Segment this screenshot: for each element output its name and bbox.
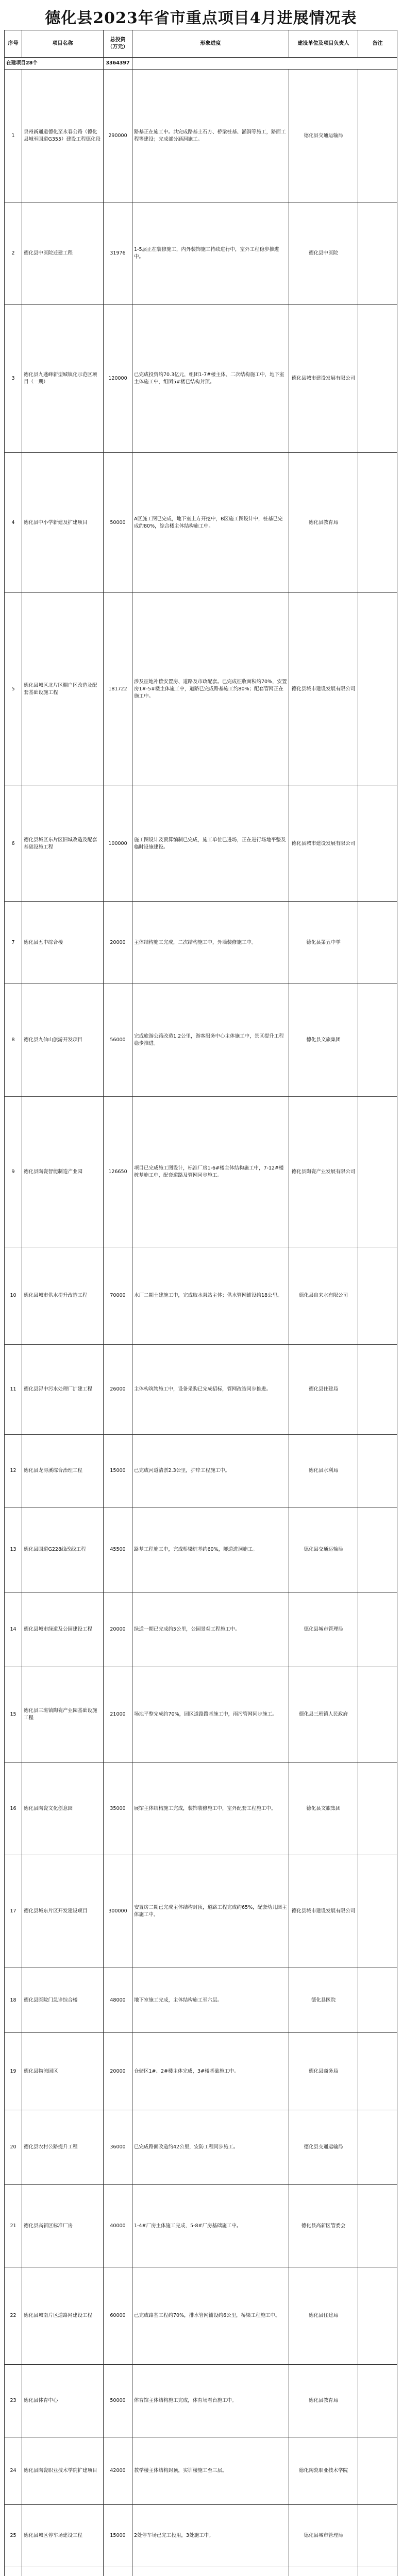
- progress-description: 地下室施工完成，主体结构施工至六层。: [132, 1968, 289, 2033]
- row-number: 4: [5, 453, 22, 593]
- construction-unit: 德化县第五中学: [289, 902, 358, 984]
- table-row: [5, 70, 397, 202]
- remark: [358, 2437, 397, 2505]
- table-row: [5, 1667, 397, 1762]
- project-name: 德化县高新区标准厂房: [22, 2185, 104, 2267]
- project-name: 德化县农村公路提升工程: [22, 2110, 104, 2185]
- header-note: 备注: [358, 30, 397, 58]
- progress-description: 已完成河道清淤2.3公里，护岸工程施工中。: [132, 1435, 289, 1507]
- table-row: [5, 305, 397, 453]
- construction-unit: 德化县陶瓷产业发展有限公司: [289, 1097, 358, 1247]
- table-row: [5, 2505, 397, 2567]
- table-row: [5, 2567, 397, 2576]
- table-row: [5, 2033, 397, 2110]
- project-name: 德化县城区东片区旧城改造及配套基础设施工程: [22, 786, 104, 902]
- progress-description: 主体构筑物施工中，设备采购已完成招标，管网改造同步推进。: [132, 1345, 289, 1435]
- table-row: [5, 2365, 397, 2437]
- progress-description: 项目已完成施工图设计，标准厂房1-6#楼主体结构施工中，7-12#楼桩基施工中，配套道路及管网同步施工。: [132, 1097, 289, 1247]
- row-number: 7: [5, 902, 22, 984]
- project-name: 德化县城南片区道路网建设工程: [22, 2267, 104, 2365]
- table-row: [5, 2267, 397, 2365]
- project-name: 德化县城东片区开发建设项目: [22, 1855, 104, 1968]
- section-total: 3364397: [104, 58, 132, 70]
- project-name: 德化县城区北片区棚户区改造及配套基础设施工程: [22, 593, 104, 786]
- remark: [358, 2110, 397, 2185]
- construction-unit: 德化县城市建设发展有限公司: [289, 1855, 358, 1968]
- row-number: 18: [5, 1968, 22, 2033]
- project-name: 德化县陶瓷文化创意园: [22, 1762, 104, 1855]
- project-name: 德化县城区停车场建设工程: [22, 2505, 104, 2567]
- construction-unit: 德化陶瓷职业技术学院: [289, 2437, 358, 2505]
- total-investment: 290000: [104, 70, 132, 202]
- row-number: 9: [5, 1097, 22, 1247]
- table-row: [5, 1435, 397, 1507]
- total-investment: 20000: [104, 1592, 132, 1667]
- total-investment: [104, 2567, 132, 2576]
- total-investment: 20000: [104, 902, 132, 984]
- total-investment: 70000: [104, 1247, 132, 1345]
- remark: [358, 902, 397, 984]
- project-name: 德化县体育中心: [22, 2365, 104, 2437]
- remark: [358, 786, 397, 902]
- construction-unit: 德化县城市管理局: [289, 2505, 358, 2567]
- construction-unit: [289, 2567, 358, 2576]
- table-header-row: [5, 30, 397, 58]
- table-row: [5, 202, 397, 305]
- progress-description: 教学楼主体结构封顶，实训楼施工至三层。: [132, 2437, 289, 2505]
- row-number: 5: [5, 593, 22, 786]
- total-investment: 100000: [104, 786, 132, 902]
- table-row: [5, 902, 397, 984]
- progress-description: 绿道一期已完成约5公里，公园景观工程施工中。: [132, 1592, 289, 1667]
- project-name: 德化县城市绿道及公园建设工程: [22, 1592, 104, 1667]
- construction-unit: 德化县水利局: [289, 1435, 358, 1507]
- progress-description: [132, 2567, 289, 2576]
- table-row: [5, 1097, 397, 1247]
- total-investment: 56000: [104, 984, 132, 1097]
- total-investment: 15000: [104, 2505, 132, 2567]
- remark: [358, 1097, 397, 1247]
- progress-description: A区施工图已完成，地下室土方开挖中，B区施工图设计中，桩基已完成约80%，综合楼主体结构施工中。: [132, 453, 289, 593]
- table-row: [5, 984, 397, 1097]
- progress-description: 已完成路基工程约70%，排水管网铺设约6公里，桥梁工程施工中。: [132, 2267, 289, 2365]
- section-row: [5, 58, 397, 70]
- total-investment: 35000: [104, 1762, 132, 1855]
- table-row: [5, 1968, 397, 2033]
- remark: [358, 2033, 397, 2110]
- total-investment: 40000: [104, 2185, 132, 2267]
- progress-description: 路基正在施工中。共完成路基土石方、桥梁桩基、涵洞等施工，路面工程等建设；完成部分涵洞施工。: [132, 70, 289, 202]
- remark: [358, 1507, 397, 1592]
- row-number: 14: [5, 1592, 22, 1667]
- project-name: 德化县城市供水提升改造工程: [22, 1247, 104, 1345]
- remark: [358, 453, 397, 593]
- project-progress-table: [4, 30, 397, 2576]
- row-number: 8: [5, 984, 22, 1097]
- remark: [358, 1592, 397, 1667]
- row-number: 1: [5, 70, 22, 202]
- total-investment: 20000: [104, 2033, 132, 2110]
- project-name: 德化县国道G228线改线工程: [22, 1507, 104, 1592]
- project-name: 德化县九仙山旅游开发项目: [22, 984, 104, 1097]
- remark: [358, 1667, 397, 1762]
- table-row: [5, 453, 397, 593]
- construction-unit: 德化县城市建设发展有限公司: [289, 305, 358, 453]
- section-label: 在建项目28个: [5, 58, 104, 70]
- construction-unit: 德化县教育局: [289, 2365, 358, 2437]
- total-investment: 126650: [104, 1097, 132, 1247]
- total-investment: 21000: [104, 1667, 132, 1762]
- progress-description: 水厂二期土建施工中，完成取水泵站主体；供水管网铺设约18公里。: [132, 1247, 289, 1345]
- total-investment: 15000: [104, 1435, 132, 1507]
- remark: [358, 1968, 397, 2033]
- row-number: 15: [5, 1667, 22, 1762]
- total-investment: 60000: [104, 2267, 132, 2365]
- table-body: [5, 58, 397, 2576]
- total-investment: 36000: [104, 2110, 132, 2185]
- total-investment: 181722: [104, 593, 132, 786]
- table-row: [5, 1247, 397, 1345]
- remark: [358, 593, 397, 786]
- row-number: 21: [5, 2185, 22, 2267]
- remark: [358, 1247, 397, 1345]
- construction-unit: 德化县高新区管委会: [289, 2185, 358, 2267]
- row-number: 16: [5, 1762, 22, 1855]
- row-number: 10: [5, 1247, 22, 1345]
- total-investment: 48000: [104, 1968, 132, 2033]
- header-investment: 总投资（万元）: [104, 30, 132, 58]
- remark: [358, 2185, 397, 2267]
- construction-unit: 德化县医院: [289, 1968, 358, 2033]
- project-name: [22, 2567, 104, 2576]
- remark: [358, 2567, 397, 2576]
- project-name: 德化县九蓬峰新型城镇化示范区项目（一期）: [22, 305, 104, 453]
- remark: [358, 2267, 397, 2365]
- total-investment: 120000: [104, 305, 132, 453]
- table-row: [5, 593, 397, 786]
- header-name: 项目名称: [22, 30, 104, 58]
- progress-description: 已完成路面改造约42公里，安防工程同步施工。: [132, 2110, 289, 2185]
- construction-unit: 德化县城市建设发展有限公司: [289, 786, 358, 902]
- table-row: [5, 1855, 397, 1968]
- table-row: [5, 2185, 397, 2267]
- progress-description: 1-4#厂房主体施工完成，5-8#厂房基础施工中。: [132, 2185, 289, 2267]
- table-row: [5, 2110, 397, 2185]
- document-title: 德化县2023年省市重点项目4月进展情况表: [45, 9, 357, 27]
- remark: [358, 70, 397, 202]
- remark: [358, 1345, 397, 1435]
- construction-unit: 德化县住建局: [289, 1345, 358, 1435]
- project-name: 德化县陶瓷职业技术学院扩建项目: [22, 2437, 104, 2505]
- construction-unit: 德化县教育局: [289, 453, 358, 593]
- table-row: [5, 1507, 397, 1592]
- total-investment: 45500: [104, 1507, 132, 1592]
- remark: [358, 2365, 397, 2437]
- remark: [358, 1435, 397, 1507]
- row-number: 3: [5, 305, 22, 453]
- progress-description: 展馆主体结构施工完成，装饰装修施工中，室外配套工程施工中。: [132, 1762, 289, 1855]
- progress-description: 施工图设计及预算编制已完成，施工单位已进场，正在进行场地平整及临时设施建设。: [132, 786, 289, 902]
- row-number: [5, 2567, 22, 2576]
- remark: [358, 1855, 397, 1968]
- progress-description: 2处停车场已完工投用，3处施工中。: [132, 2505, 289, 2567]
- construction-unit: 德化县交通运输局: [289, 70, 358, 202]
- row-number: 12: [5, 1435, 22, 1507]
- construction-unit: 德化县城市管理局: [289, 1592, 358, 1667]
- row-number: 6: [5, 786, 22, 902]
- total-investment: 31976: [104, 202, 132, 305]
- project-name: 德化县中小学新建及扩建项目: [22, 453, 104, 593]
- row-number: 23: [5, 2365, 22, 2437]
- project-name: 德化县五中综合楼: [22, 902, 104, 984]
- header-no: 序号: [5, 30, 22, 58]
- progress-description: 体育馆主体结构施工完成，体育场看台施工中。: [132, 2365, 289, 2437]
- progress-description: 场地平整完成约70%，园区道路路基施工中，雨污管网同步施工。: [132, 1667, 289, 1762]
- project-name: 德化县中医院迁建工程: [22, 202, 104, 305]
- row-number: 13: [5, 1507, 22, 1592]
- total-investment: 50000: [104, 2365, 132, 2437]
- table-row: [5, 786, 397, 902]
- total-investment: 26000: [104, 1345, 132, 1435]
- remark: [358, 202, 397, 305]
- construction-unit: 德化县城市建设发展有限公司: [289, 593, 358, 786]
- project-name: 德化县龙浔溪综合治理工程: [22, 1435, 104, 1507]
- construction-unit: 德化县交通运输局: [289, 2110, 358, 2185]
- construction-unit: 德化县文旅集团: [289, 984, 358, 1097]
- row-number: 11: [5, 1345, 22, 1435]
- row-number: 2: [5, 202, 22, 305]
- project-name: 德化县浔中污水处理厂扩建工程: [22, 1345, 104, 1435]
- header-unit: 建设单位及项目负责人: [289, 30, 358, 58]
- table-row: [5, 2437, 397, 2505]
- project-name: 德化县物流园区: [22, 2033, 104, 2110]
- remark: [358, 2505, 397, 2567]
- construction-unit: 德化县交通运输局: [289, 1507, 358, 1592]
- progress-description: 涉及征地补偿安置房、道路及市政配套。已完成征收面积约70%，安置房1#-5#楼主体施工中，道路已完成路基施工约80%；配套管网正在施工中。: [132, 593, 289, 786]
- progress-description: 1-5层正在装修施工，内外装饰施工持续进行中，室外工程稳步推进中。: [132, 202, 289, 305]
- row-number: 22: [5, 2267, 22, 2365]
- progress-description: 主体结构施工完成，二次结构施工中，外墙装修施工中。: [132, 902, 289, 984]
- project-name: 德化县医院门急诊综合楼: [22, 1968, 104, 2033]
- row-number: 24: [5, 2437, 22, 2505]
- progress-description: 仓储区1#、2#楼主体完成，3#楼基础施工中。: [132, 2033, 289, 2110]
- project-name: 德化县三班镇陶瓷产业园基础设施工程: [22, 1667, 104, 1762]
- construction-unit: 德化县商务局: [289, 2033, 358, 2110]
- table-row: [5, 1762, 397, 1855]
- section-filler: [132, 58, 397, 70]
- progress-description: 已完成投资约70.3亿元，组团1-7#楼主体、二次结构施工中，地下室主体施工中，组团5#楼已结构封顶。: [132, 305, 289, 453]
- progress-description: 安置房二期已完成主体结构封顶，道路工程完成约65%，配套幼儿园主体施工中。: [132, 1855, 289, 1968]
- progress-description: 完成旅游公路改造1.2公里，游客服务中心主体施工中，景区提升工程稳步推进。: [132, 984, 289, 1097]
- project-name: 泉州新通道德化至永春公路（德化县城至国道G355）建设工程德化段: [22, 70, 104, 202]
- row-number: 20: [5, 2110, 22, 2185]
- total-investment: 42000: [104, 2437, 132, 2505]
- construction-unit: 德化县中医院: [289, 202, 358, 305]
- table-row: [5, 1345, 397, 1435]
- total-investment: 300000: [104, 1855, 132, 1968]
- row-number: 25: [5, 2505, 22, 2567]
- remark: [358, 984, 397, 1097]
- project-name: 德化县陶瓷智能制造产业园: [22, 1097, 104, 1247]
- construction-unit: 德化县住建局: [289, 2267, 358, 2365]
- progress-description: 路基工程施工中，完成桥梁桩基约60%，隧道进洞施工。: [132, 1507, 289, 1592]
- row-number: 17: [5, 1855, 22, 1968]
- remark: [358, 1762, 397, 1855]
- construction-unit: 德化县文旅集团: [289, 1762, 358, 1855]
- remark: [358, 305, 397, 453]
- row-number: 19: [5, 2033, 22, 2110]
- construction-unit: 德化县自来水有限公司: [289, 1247, 358, 1345]
- table-row: [5, 1592, 397, 1667]
- total-investment: 50000: [104, 453, 132, 593]
- construction-unit: 德化县三班镇人民政府: [289, 1667, 358, 1762]
- header-progress: 形象进度: [132, 30, 289, 58]
